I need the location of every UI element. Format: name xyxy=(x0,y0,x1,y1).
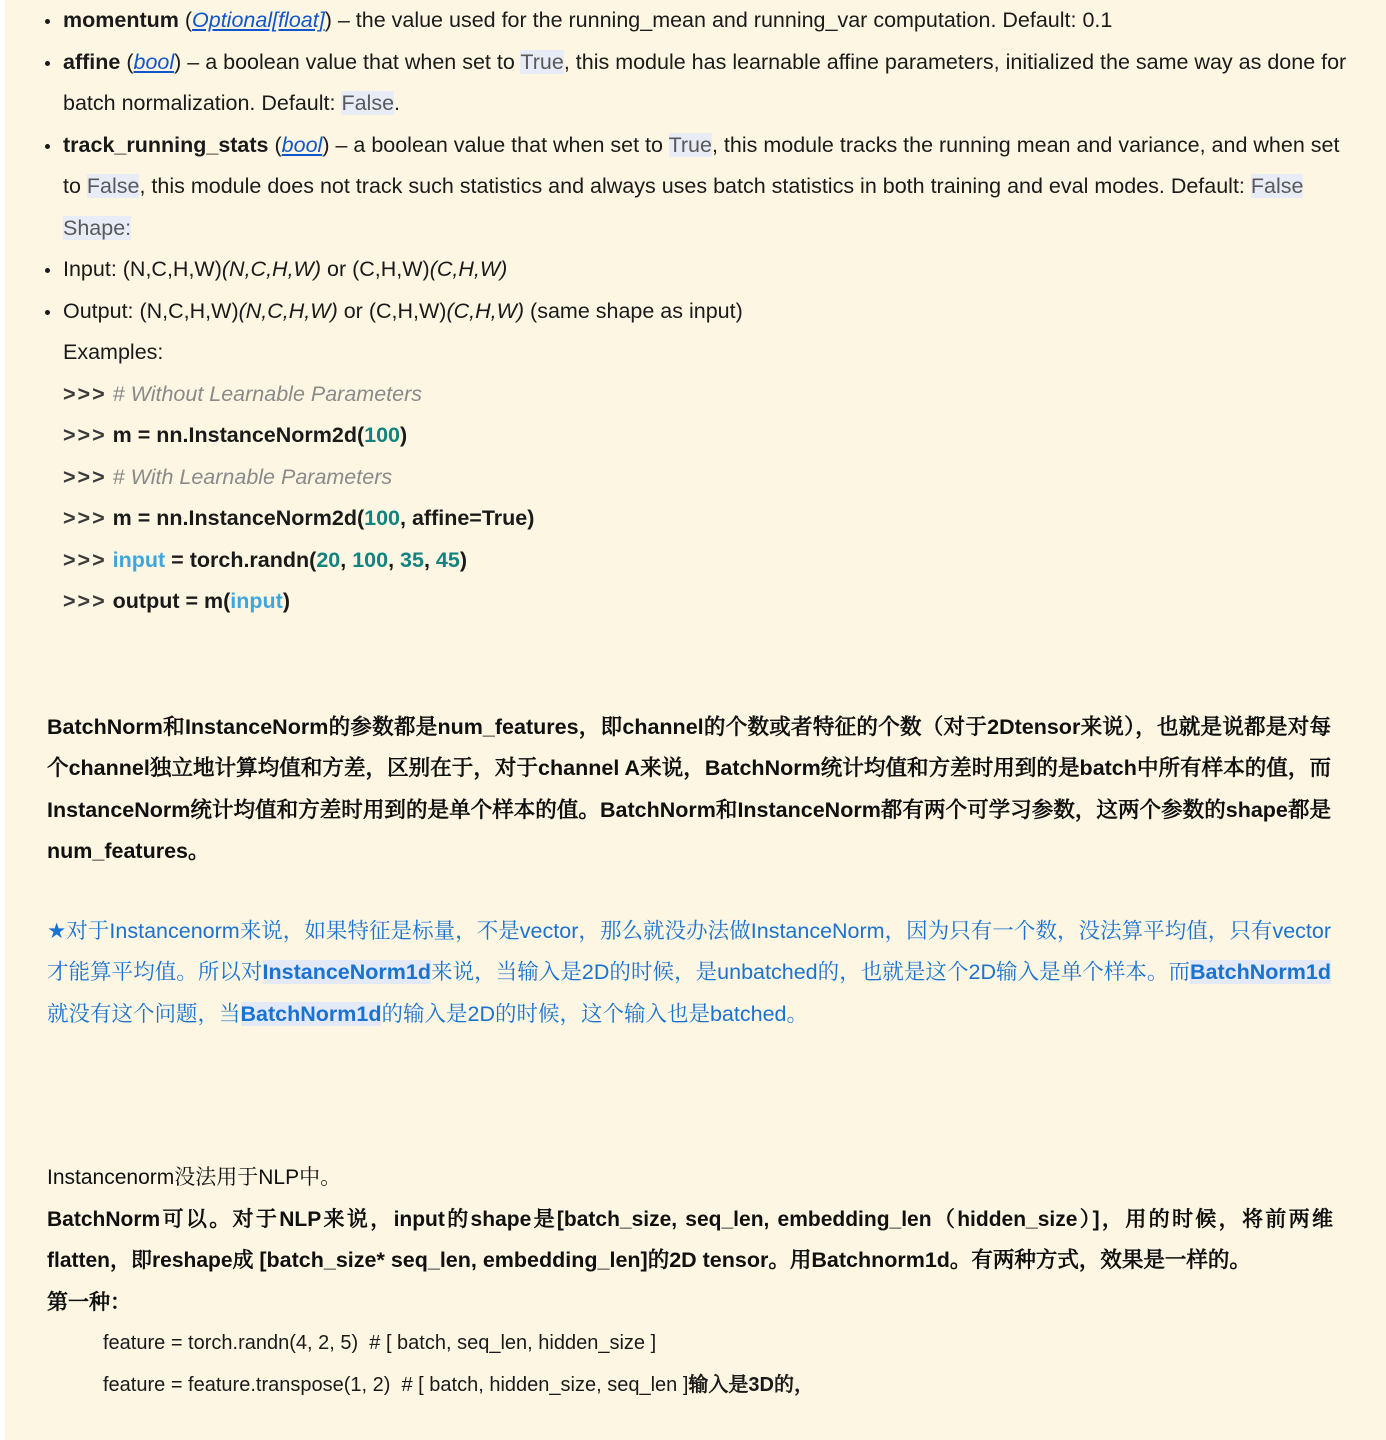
spacer xyxy=(23,1035,1361,1157)
code-token-close-paren: ) xyxy=(459,547,467,572)
shape-input-italic-2: (C,H,W) xyxy=(429,257,508,281)
method-1-label: 第一种： xyxy=(47,1290,131,1314)
snippet-line-1 xyxy=(23,1323,1361,1365)
repl-prompt: >>> xyxy=(63,506,107,530)
code-token-close-paren: ) xyxy=(400,423,408,447)
code-token-m-assign: m = nn.InstanceNorm2d( xyxy=(112,506,365,530)
note-paragraph-nlp-batchnorm xyxy=(23,1199,1361,1282)
code-token-num-100: 100 xyxy=(364,423,401,447)
param-affine xyxy=(23,42,1361,125)
note-paragraph-batchnorm-instancenorm xyxy=(23,707,1361,873)
document-page xyxy=(5,0,1386,1440)
examples-code-block xyxy=(23,374,1361,623)
spacer xyxy=(23,623,1361,707)
note-term-batchnorm1d-2: BatchNorm1d xyxy=(240,1001,382,1026)
shape-output-italic-1: (N,C,H,W) xyxy=(238,298,338,323)
code-token-num-20: 20 xyxy=(316,547,341,572)
note-paragraph-2-segment-4: 的输入是2D的时候，这个输入也是batched。 xyxy=(381,1001,808,1026)
shape-output-suffix: (same shape as input) xyxy=(524,298,743,323)
snippet-line-2-annotation: 输入是3D的， xyxy=(688,1373,814,1396)
param-affine-description-part3: . xyxy=(394,91,401,115)
parameter-list xyxy=(23,0,1361,374)
shape-output-italic-2: (C,H,W) xyxy=(446,298,525,323)
param-momentum-close-paren: ) xyxy=(324,8,338,32)
param-momentum-name: momentum xyxy=(63,8,179,32)
code-token-affine-arg: , affine=True) xyxy=(400,506,535,530)
code-line-instancenorm2d-basic xyxy=(23,415,1361,457)
shape-heading: Shape: xyxy=(63,215,132,240)
code-line-comment-2 xyxy=(23,457,1361,499)
param-track-open-paren: ( xyxy=(268,132,282,157)
shape-input-or: or xyxy=(321,257,353,281)
document-content xyxy=(5,0,1386,1406)
note-nlp-segment-1: BatchNorm可以。对于NLP来说，input的shape是[batch_size, seq_len, embedding_len（hidden_size）]，用的时候，将前两维flatten，即reshape成 xyxy=(47,1207,1333,1272)
shape-output-row xyxy=(23,291,1361,374)
param-track-description-part2: , this module tracks the running mean and variance, and when set to xyxy=(63,132,1340,198)
code-token-comma: , xyxy=(423,547,436,572)
param-affine-close-paren: ) xyxy=(174,49,188,74)
shape-input-row xyxy=(23,249,1361,291)
param-track-description-part1: – a boolean value that when set to xyxy=(335,132,669,157)
note-term-instancenorm1d: InstanceNorm1d xyxy=(262,960,431,984)
spacer xyxy=(23,873,1361,911)
note-line-instancenorm-nlp xyxy=(23,1157,1361,1199)
code-token-close-paren: ) xyxy=(282,589,291,613)
shape-input-italic-1: (N,C,H,W) xyxy=(221,257,322,281)
note-paragraph-1-text: BatchNorm和InstanceNorm的参数都是num_features，即channel的个数或者特征的个数（对于2Dtensor来说），也就是说都是对每个channel独立地计算均值和方差，区别在于，对于channel A来说，BatchNorm统计均值和方差时用到的是batch中所有样本的值，而InstanceNorm统计均值和方差时用到的是单个样本的值。BatchNorm和InstanceNorm都有两个可学习参数，这两个参数的shape都是num_features。 xyxy=(47,714,1331,863)
code-token-randn-call: = torch.randn( xyxy=(165,547,317,572)
code-token-input-keyword: input xyxy=(112,547,166,572)
param-affine-name: affine xyxy=(63,49,121,74)
code-token-input-arg: input xyxy=(230,589,283,613)
note-paragraph-2-segment-1: 对于Instancenorm来说，如果特征是标量，不是vector，那么就没办法做InstanceNorm，因为只有一个数，没法算平均值，只有vector才能算平均值。所以对 xyxy=(47,918,1331,984)
param-affine-token-false: False xyxy=(341,91,395,115)
snippet-line-2 xyxy=(23,1365,1361,1407)
code-line-output xyxy=(23,581,1361,623)
note-paragraph-2-segment-2: 来说，当输入是2D的时候，是unbatched的，也就是这个2D输入是单个样本。而 xyxy=(430,960,1191,984)
param-affine-description-part1: – a boolean value that when set to xyxy=(187,49,521,74)
note-line-instancenorm-nlp-text: Instancenorm没法用于NLP中。 xyxy=(47,1166,342,1189)
code-token-output-keyword: output = m( xyxy=(112,589,231,613)
repl-prompt: >>> xyxy=(63,423,107,447)
repl-prompt: >>> xyxy=(63,589,107,613)
param-momentum-open-paren: ( xyxy=(178,8,193,32)
examples-heading: Examples: xyxy=(63,340,164,364)
param-track-token-false: False xyxy=(86,174,140,198)
param-affine-type-link[interactable]: bool xyxy=(133,49,175,74)
param-track-token-false-2: False xyxy=(1250,174,1304,198)
param-track-type-link[interactable]: bool xyxy=(281,132,323,157)
repl-prompt: >>> xyxy=(63,464,107,489)
code-line-comment-1 xyxy=(23,374,1361,416)
shape-output-label: Output: xyxy=(63,298,140,323)
shape-output-or: or xyxy=(337,298,369,323)
param-momentum xyxy=(23,0,1361,42)
snippet-line-2-code: feature = feature.transpose(1, 2) # [ batch, hidden_size, seq_len ] xyxy=(103,1373,689,1396)
code-token-comma: , xyxy=(388,547,401,572)
note-nlp-segment-2: [batch_size* seq_len, embedding_len]的2D tensor。用Batchnorm1d。有两种方式，效果是一样的。 xyxy=(259,1248,1251,1272)
code-token-num-45: 45 xyxy=(435,547,460,572)
code-token-num-100: 100 xyxy=(364,506,401,530)
snippet-line-1-code: feature = torch.randn(4, 2, 5) # [ batch, seq_len, hidden_size ] xyxy=(103,1332,657,1354)
note-paragraph-2-segment-3: 就没有这个问题，当 xyxy=(47,1001,241,1026)
repl-prompt: >>> xyxy=(63,381,107,406)
param-momentum-description: – the value used for the running_mean and running_var computation. Default: 0.1 xyxy=(337,8,1113,32)
shape-heading-wrapper xyxy=(63,208,1361,250)
code-token-comma: , xyxy=(340,547,353,572)
shape-input-label: Input: xyxy=(63,257,123,281)
param-affine-token-true: True xyxy=(520,49,564,74)
shape-input-plain-1: (N,C,H,W) xyxy=(122,257,222,281)
note-term-batchnorm1d: BatchNorm1d xyxy=(1190,960,1331,984)
code-line-instancenorm2d-affine xyxy=(23,498,1361,540)
param-affine-open-paren: ( xyxy=(120,49,134,74)
code-token-num-35: 35 xyxy=(400,547,424,572)
param-affine-description-part2: , this module has learnable affine parameters, initialized the same way as done for batch normalization. Default: xyxy=(63,49,1347,115)
shape-output-plain-1: (N,C,H,W) xyxy=(139,298,239,323)
param-track-close-paren: ) xyxy=(322,132,336,157)
param-track-token-true: True xyxy=(668,132,712,157)
code-token-num-100: 100 xyxy=(352,547,389,572)
shape-input-plain-2: (C,H,W) xyxy=(352,257,430,281)
code-line-input-randn xyxy=(23,540,1361,582)
note-paragraph-instancenorm-scalar xyxy=(23,911,1361,1036)
param-track-running-stats-name: track_running_stats xyxy=(63,132,269,157)
code-token-m-assign: m = nn.InstanceNorm2d( xyxy=(112,423,365,447)
param-track-description-part3: , this module does not track such statistics and always uses batch statistics in both training and eval modes. Default: xyxy=(139,174,1251,198)
star-bullet-icon: ★ xyxy=(47,918,67,943)
param-track-running-stats xyxy=(23,125,1361,250)
param-momentum-type-link[interactable]: Optional[float] xyxy=(192,8,325,32)
repl-prompt: >>> xyxy=(63,547,107,572)
code-comment-with-params: # With Learnable Parameters xyxy=(112,464,393,489)
shape-output-plain-2: (C,H,W) xyxy=(368,298,447,323)
code-comment-without-params: # Without Learnable Parameters xyxy=(112,381,422,406)
